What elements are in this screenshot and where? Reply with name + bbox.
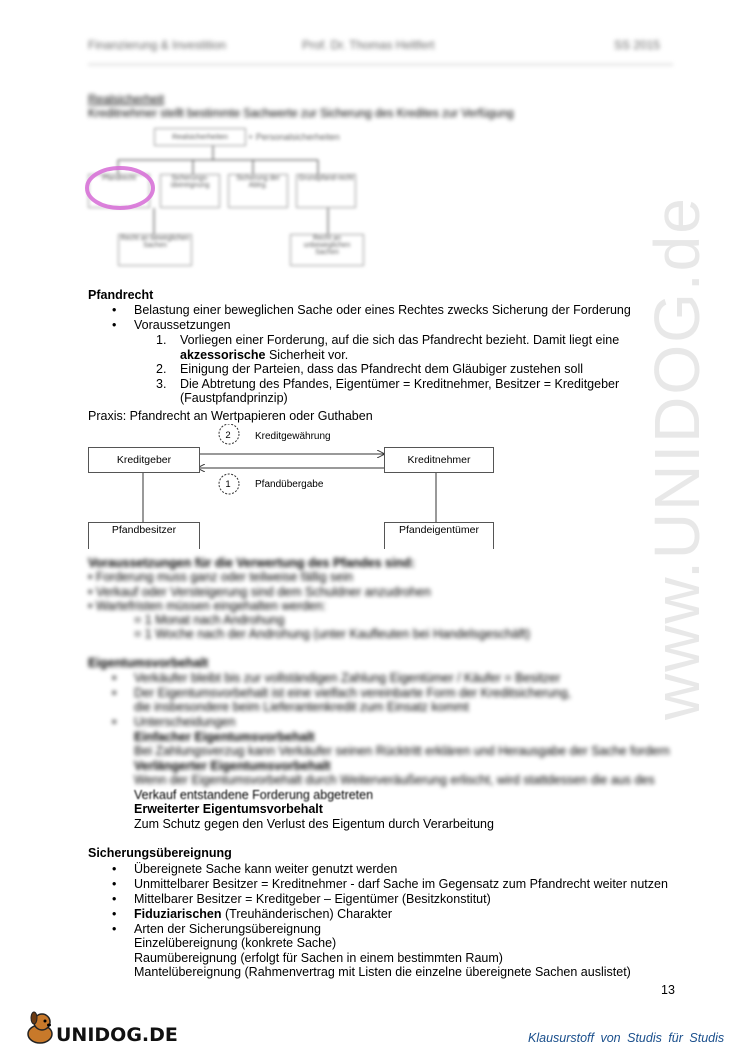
su-bullet-3: • Mittelbarer Besitzer = Kreditgeber – Eigentümer (Besitzkonstitut) bbox=[134, 892, 491, 907]
ev-bullet-1: • Verkäufer bleibt bis zur vollständigen Zahlung Eigentümer / Käufer = Besitzer bbox=[134, 671, 560, 686]
ev-bullet-2b: die insbesondere beim Lieferantenkredit zum Einsatz kommt bbox=[134, 700, 469, 714]
verwertung-line-5: = 1 Woche nach der Androhung (unter Kaufleuten bei Handelsgeschäft) bbox=[134, 627, 531, 641]
sicherungsuebereignung-title: Sicherungsübereignung bbox=[88, 846, 232, 860]
step-1-label: Pfandübergabe bbox=[255, 479, 324, 490]
box-sicherungsuebereignung: Sicherungs-übereignung bbox=[160, 174, 220, 208]
page-header bbox=[88, 38, 673, 65]
ev-verlaengerter-title: Verlängerter Eigentumsvorbehalt bbox=[134, 759, 331, 773]
numbered-2-text: Einigung der Parteien, dass das Pfandrecht dem Gläubiger zustehen soll bbox=[180, 362, 584, 376]
ev-erweiterter-text: Zum Schutz gegen den Verlust des Eigentum durch Verarbeitung bbox=[134, 817, 494, 831]
verwertung-line-1: • Forderung muss ganz oder teilweise fällig sein bbox=[88, 570, 353, 584]
su-bullet-4-rest: (Treuhänderischen) Charakter bbox=[221, 907, 392, 921]
box-pfandrecht: Pfandrecht bbox=[88, 174, 150, 208]
ev-bullet-2a: • Der Eigentumsvorbehalt ist eine vielfach vereinbarte Form der Kreditsicherung, bbox=[134, 686, 571, 701]
numbered-3-line-a: Die Abtretung des Pfandes, Eigentümer = Kreditnehmer, Besitzer = Kreditgeber bbox=[180, 377, 620, 391]
ev-erweiterter-title: Erweiterter Eigentumsvorbehalt bbox=[134, 802, 323, 816]
eigentumsvorbehalt-title: Eigentumsvorbehalt bbox=[88, 656, 209, 670]
su-art-1: Einzelübereignung (konkrete Sache) bbox=[134, 936, 337, 950]
ev-verlaengerter-text-2: Verkauf entstandene Forderung abgetreten bbox=[134, 788, 374, 802]
numbered-3-marker: 3. bbox=[156, 377, 167, 391]
ev-bullet-3: • Unterscheidungen bbox=[134, 715, 235, 730]
numbered-1-line-b-rest: Sicherheit vor. bbox=[265, 348, 349, 362]
realsicherheit-subtitle: Kreditnehmer stellt bestimmte Sachwerte zur Sicherung des Kredites zur Verfügung bbox=[88, 108, 514, 120]
step-2-label: Kreditgewährung bbox=[255, 431, 331, 442]
dog-logo-icon bbox=[20, 1010, 60, 1046]
verwertung-line-2: • Verkauf oder Versteigerung sind dem Schuldner anzudrohen bbox=[88, 585, 431, 599]
verwertung-line-4: = 1 Monat nach Androhung bbox=[134, 613, 285, 627]
ev-einfacher-text: Bei Zahlungsverzug kann Verkäufer seinen Rücktritt erklären und Herausgabe der Sache fordern bbox=[134, 744, 670, 758]
footer-tagline: Klausurstoff von Studis für Studis bbox=[528, 1031, 725, 1045]
ev-verlaengerter-text: Wenn der Eigentumsvorbehalt durch Weiterveräußerung erlischt, wird stattdessen die aus des bbox=[134, 773, 655, 787]
pfandrecht-bullet-1: • Belastung einer beweglichen Sache oder eines Rechtes zwecks Sicherung der Forderung bbox=[134, 303, 631, 318]
su-bullet-4 bbox=[134, 907, 392, 922]
kreditnehmer-box: Kreditnehmer bbox=[384, 447, 494, 473]
numbered-1-line-a: Vorliegen einer Forderung, auf die sich das Pfandrecht bezieht. Damit liegt eine bbox=[180, 333, 620, 347]
realsicherheiten-box: Realsicherheiten bbox=[154, 128, 246, 146]
highlight-circle bbox=[82, 164, 162, 214]
su-bullet-5: • Arten der Sicherungsübereignung bbox=[134, 922, 321, 937]
footer-brand: UNIDOG.DE bbox=[56, 1024, 178, 1046]
fiduziarischen-term: Fiduziarischen bbox=[134, 907, 222, 921]
numbered-1-line-b bbox=[180, 348, 348, 363]
header-semester: SS 2015 bbox=[614, 38, 661, 52]
step-2-number: 2 bbox=[225, 430, 231, 441]
pfandbesitzer-box: Pfandbesitzer bbox=[88, 522, 200, 549]
su-art-3: Mantelübereignung (Rahmenvertrag mit Listen die einzelne übereignete Sachen auslistet) bbox=[134, 965, 631, 979]
header-professor: Prof. Dr. Thomas Heltfert bbox=[302, 38, 435, 52]
verwertung-line-3: • Wartefristen müssen eingehalten werden: bbox=[88, 599, 327, 613]
header-course: Finanzierung & Investition bbox=[88, 38, 227, 52]
numbered-3-line-b: (Faustpfandprinzip) bbox=[180, 391, 288, 405]
box-unbewegliche-sachen: Recht an unbeweglichen Sachen bbox=[290, 234, 364, 266]
su-bullet-1: • Übereignete Sache kann weiter genutzt werden bbox=[134, 862, 397, 877]
numbered-2-marker: 2. bbox=[156, 362, 167, 376]
praxis-text: Praxis: Pfandrecht an Wertpapieren oder Guthaben bbox=[88, 409, 373, 423]
step-1-number: 1 bbox=[225, 479, 231, 490]
page-number: 13 bbox=[661, 983, 675, 997]
box-grundpfandrecht: Grundpfand-recht bbox=[296, 174, 356, 208]
kreditgeber-box: Kreditgeber bbox=[88, 447, 200, 473]
pfandrecht-bullet-2: • Voraussetzungen bbox=[134, 318, 231, 333]
pfandrecht-title: Pfandrecht bbox=[88, 288, 154, 302]
numbered-1-marker: 1. bbox=[156, 333, 167, 347]
personalsicherheiten-label: + Personalsicherheiten bbox=[248, 132, 340, 142]
su-bullet-2: • Unmittelbarer Besitzer = Kreditnehmer - darf Sache im Gegensatz zum Pfandrecht weiter nutzen bbox=[134, 877, 668, 892]
verwertung-title: Voraussetzungen für die Verwertung des Pfandes sind: bbox=[88, 556, 415, 570]
box-abtretung: Sicherung der Abtrg. bbox=[228, 174, 288, 208]
watermark: www.UNIDOG.de bbox=[641, 196, 713, 720]
su-art-2: Raumübereignung (erfolgt für Sachen in einem bestimmten Raum) bbox=[134, 951, 503, 965]
realsicherheit-title: Realsicherheit bbox=[88, 92, 165, 106]
pfandeigentuemer-box: Pfandeigentümer bbox=[384, 522, 494, 549]
box-bewegliche-sachen: Recht an beweglichen Sachen bbox=[118, 234, 192, 266]
akzessorische-term: akzessorische bbox=[180, 348, 266, 362]
ev-einfacher-title: Einfacher Eigentumsvorbehalt bbox=[134, 730, 315, 744]
